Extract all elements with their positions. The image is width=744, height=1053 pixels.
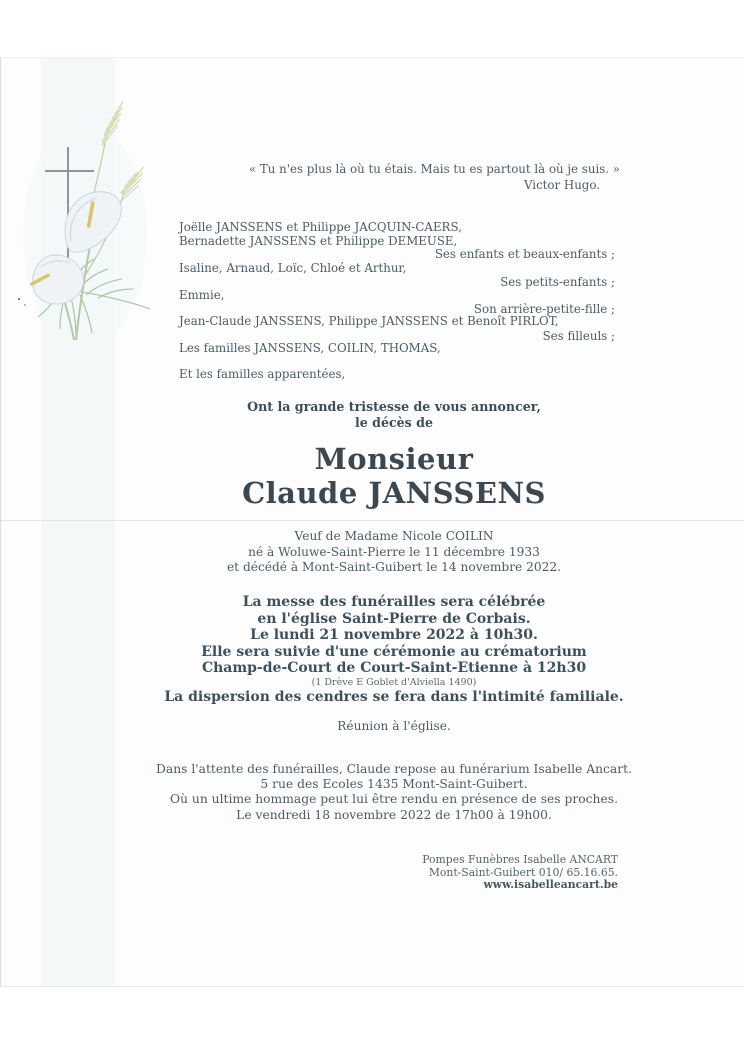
relation-line: Ses enfants et beaux-enfants ; [434,247,615,261]
visitation-line: 5 rue des Ecoles 1435 Mont-Saint-Guibert. [260,777,528,792]
quote-text: « Tu n'es plus là où tu étais. Mais tu es partout là où je suis. » [248,162,620,176]
announcement-line: le décès de [355,415,433,430]
funeral-home-phone: Mont-Saint-Guibert 010/ 65.16.65. [428,865,618,879]
ceremony-line: en l'église Saint-Pierre de Corbais. [257,610,531,627]
biography-line: né à Woluwe-Saint-Pierre le 11 décembre 1933 [248,544,540,559]
visitation-line: Le vendredi 18 novembre 2022 de 17h00 à 19h00. [236,807,552,822]
relation-line: Ses filleuls ; [542,329,615,343]
family-line: Et les familles apparentées, [179,367,346,381]
visitation-line: Où un ultime hommage peut lui être rendu en présence de ses proches. [170,792,618,807]
visitation-line: Dans l'attente des funérailles, Claude repose au funérarium Isabelle Ancart. [156,762,632,776]
ashes-dispersion-line: La dispersion des cendres se fera dans l'intimité familiale. [164,688,624,705]
quote-author: Victor Hugo. [523,178,600,192]
funeral-home-info [422,854,618,892]
ceremony-line: Elle sera suivie d'une cérémonie au crématorium [201,643,587,660]
biography [44,529,744,576]
funeral-home-name: Pompes Funèbres Isabelle ANCART [422,853,618,866]
announcement-line: Ont la grande tristesse de vous annoncer, [247,399,541,414]
family-line: Jean-Claude JANSSENS, Philippe JANSSENS et Benoît PIRLOT, [179,314,559,328]
memorial-quote [249,161,620,193]
relation-line: Ses petits-enfants ; [500,275,615,289]
biography-line: Veuf de Madame Nicole COILIN [294,529,494,543]
relation-line: Son arrière-petite-fille ; [473,302,615,316]
ceremony-line: Champ-de-Court de Court-Saint-Etienne à 12h30 [201,660,587,677]
deceased-name-title [44,442,744,510]
family-line: Emmie, [179,288,225,302]
scan-speck [24,304,26,306]
ceremony-line: Le lundi 21 novembre 2022 à 10h30. [250,627,538,644]
family-line: Les familles JANSSENS, COILIN, THOMAS, [179,341,441,355]
meeting-point-line: Réunion à l'église. [337,719,451,733]
family-line: Joëlle JANSSENS et Philippe JACQUIN-CAERS, [179,220,462,234]
deceased-title-prefix: Monsieur [314,442,474,476]
funeral-home-website: www.isabelleancart.be [483,878,618,892]
scan-fold-line [1,520,744,521]
biography-line: et décédé à Mont-Saint-Guibert le 14 novembre 2022. [226,560,562,574]
family-line: Bernadette JANSSENS et Philippe DEMEUSE, [179,234,458,248]
scan-speck [18,298,20,300]
ceremony-details [44,594,744,706]
family-line: Isaline, Arnaud, Loïc, Chloé et Arthur, [179,261,407,275]
calla-lily-cross-illustration [10,95,165,360]
ceremony-line: La messe des funérailles sera célébrée [242,594,546,610]
announcement-intro [44,399,744,431]
crematorium-address-note: (1 Drève E Goblet d'Alviella 1490) [311,676,477,688]
deceased-full-name: Claude JANSSENS [242,476,546,510]
visitation-details [44,762,744,823]
